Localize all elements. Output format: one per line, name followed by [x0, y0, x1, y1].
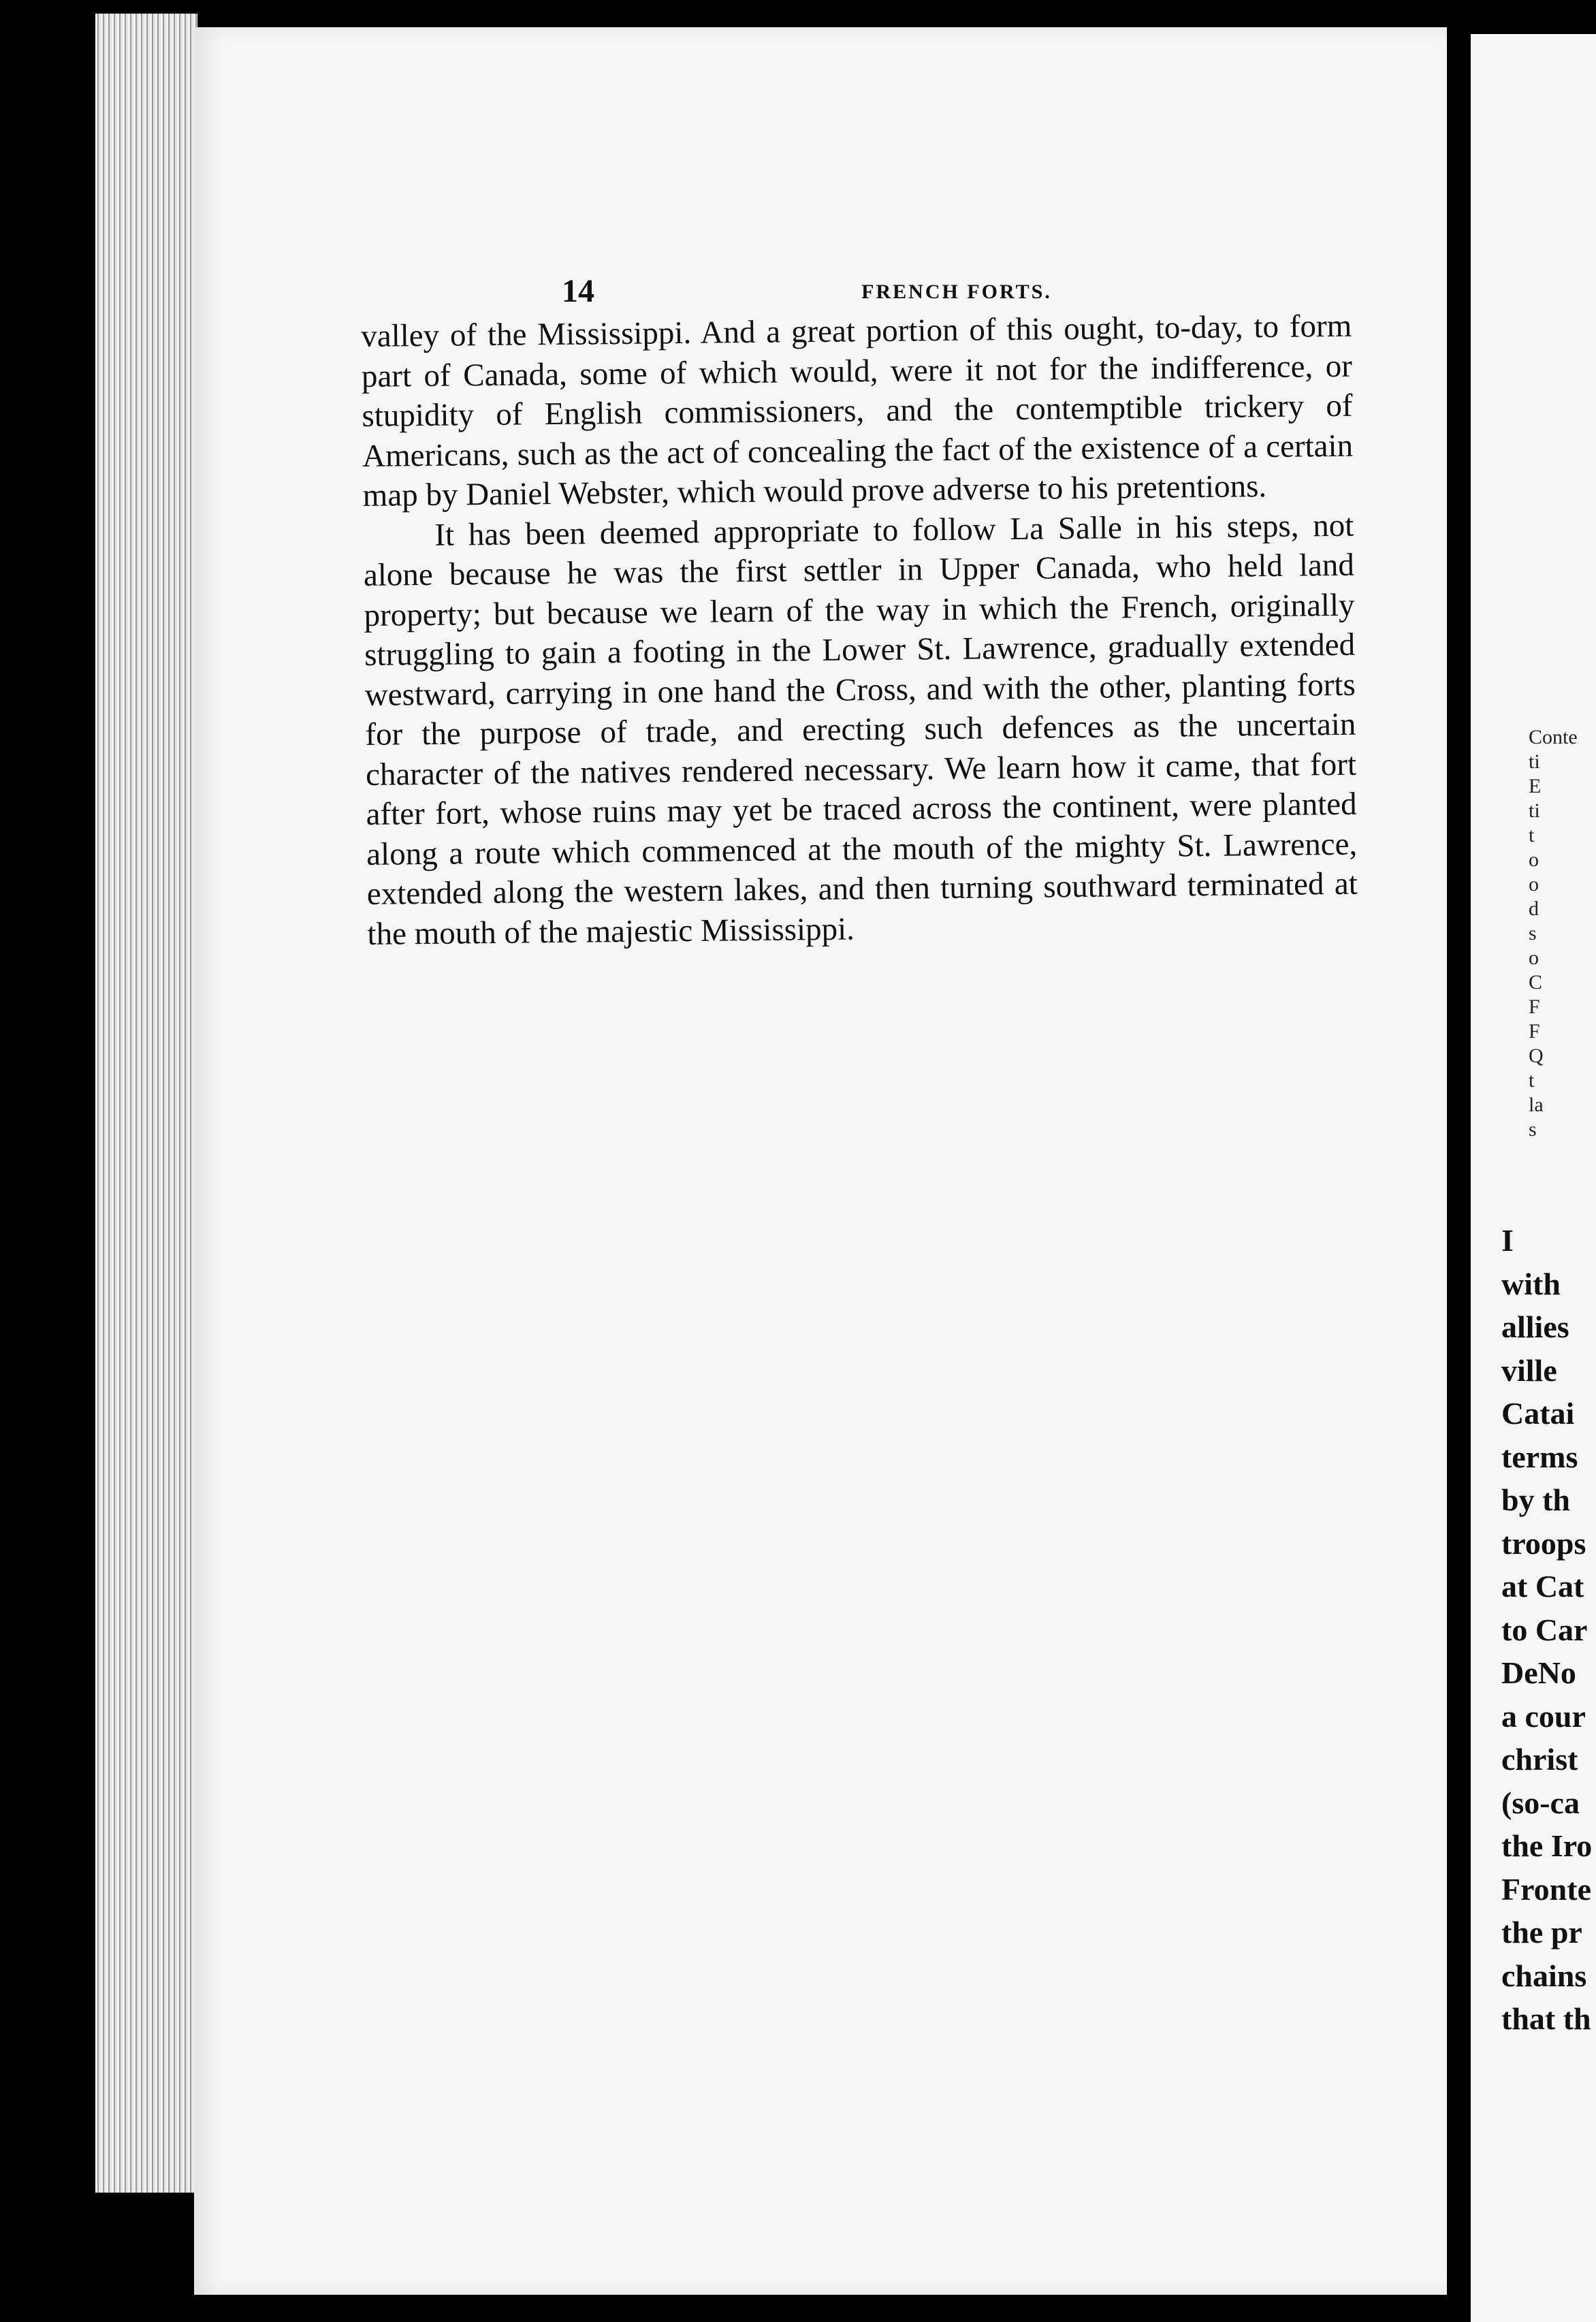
right-small-line: Conte — [1529, 726, 1578, 748]
right-body-line: Fronte — [1501, 1871, 1592, 1907]
right-body-line: with — [1501, 1266, 1561, 1301]
right-small-line: ti — [1529, 750, 1540, 773]
right-small-line: la — [1529, 1094, 1544, 1116]
right-body-line: Catai — [1501, 1396, 1575, 1431]
body-text — [361, 306, 1358, 954]
right-small-line: ti — [1529, 799, 1540, 822]
right-body-line: christ — [1501, 1742, 1578, 1777]
right-body-line: the pr — [1501, 1915, 1582, 1950]
right-body-line: chains — [1501, 1958, 1587, 1993]
right-body-line: ville — [1501, 1352, 1557, 1388]
right-body-line: terms — [1501, 1439, 1578, 1474]
right-small-line: d — [1529, 897, 1539, 920]
right-small-line: C — [1529, 971, 1543, 993]
right-small-line: o — [1529, 848, 1539, 871]
paragraph: It has been deemed appropriate to follow La Salle in his steps, not alone because he was the first settler in Upper Canada, who held land property; but because we learn of the way in which the French, originally struggling to gain a footing in the Lower St. Lawrence, gradually extended westward, carrying in one hand the Cross, and with the other, planting forts for the purpose of trade, and erecting such defences as the uncertain character of the natives rendered necessary. We learn how it came, that fort after fort, whose ruins may yet be traced across the continent, were planted along a route which commenced at the mouth of the mighty St. Lawrence, extended along the western lakes, and then turning southward terminated at the mouth of the majestic Mississippi. — [363, 507, 1358, 952]
right-body-line: by th — [1501, 1482, 1570, 1517]
right-body-line: at Cat — [1501, 1569, 1584, 1604]
page-number: 14 — [562, 273, 594, 309]
right-small-line: F — [1529, 1020, 1540, 1043]
right-page-body-text — [1501, 1219, 1596, 2041]
right-body-line: (so-ca — [1501, 1785, 1580, 1820]
right-body-line: the Iro — [1501, 1828, 1593, 1863]
right-page-small-text — [1529, 725, 1596, 1142]
right-small-line: o — [1529, 873, 1539, 895]
running-head — [378, 272, 1535, 313]
right-body-line: troops — [1501, 1525, 1586, 1561]
right-body-line: a cour — [1501, 1698, 1586, 1734]
page-edges — [95, 14, 197, 2193]
right-small-line: E — [1529, 775, 1542, 797]
right-body-line: that th — [1501, 2001, 1591, 2036]
right-body-line: I — [1501, 1223, 1514, 1258]
right-body-line: allies — [1501, 1309, 1569, 1344]
right-body-line: DeNo — [1501, 1655, 1576, 1690]
right-small-line: F — [1529, 996, 1540, 1018]
running-title: FRENCH FORTS. — [861, 281, 1052, 303]
right-body-line: to Car — [1501, 1612, 1588, 1647]
right-small-line: Q — [1529, 1045, 1544, 1067]
right-small-line: t — [1529, 1069, 1535, 1092]
right-small-line: s — [1529, 1118, 1537, 1141]
paragraph: valley of the Mississippi. And a great portion of this ought, to-day, to form part of Canada, some of which would, were it not for the indifference, or stupidity of English commissioners, and the contemptible trickery of Americans, such as the act of concealing the fact of the existence of a certain map by Daniel Webster, which would prove adverse to his pretentions. — [361, 308, 1354, 513]
right-small-line: t — [1529, 824, 1535, 846]
right-small-line: o — [1529, 947, 1539, 969]
right-small-line: s — [1529, 922, 1537, 944]
